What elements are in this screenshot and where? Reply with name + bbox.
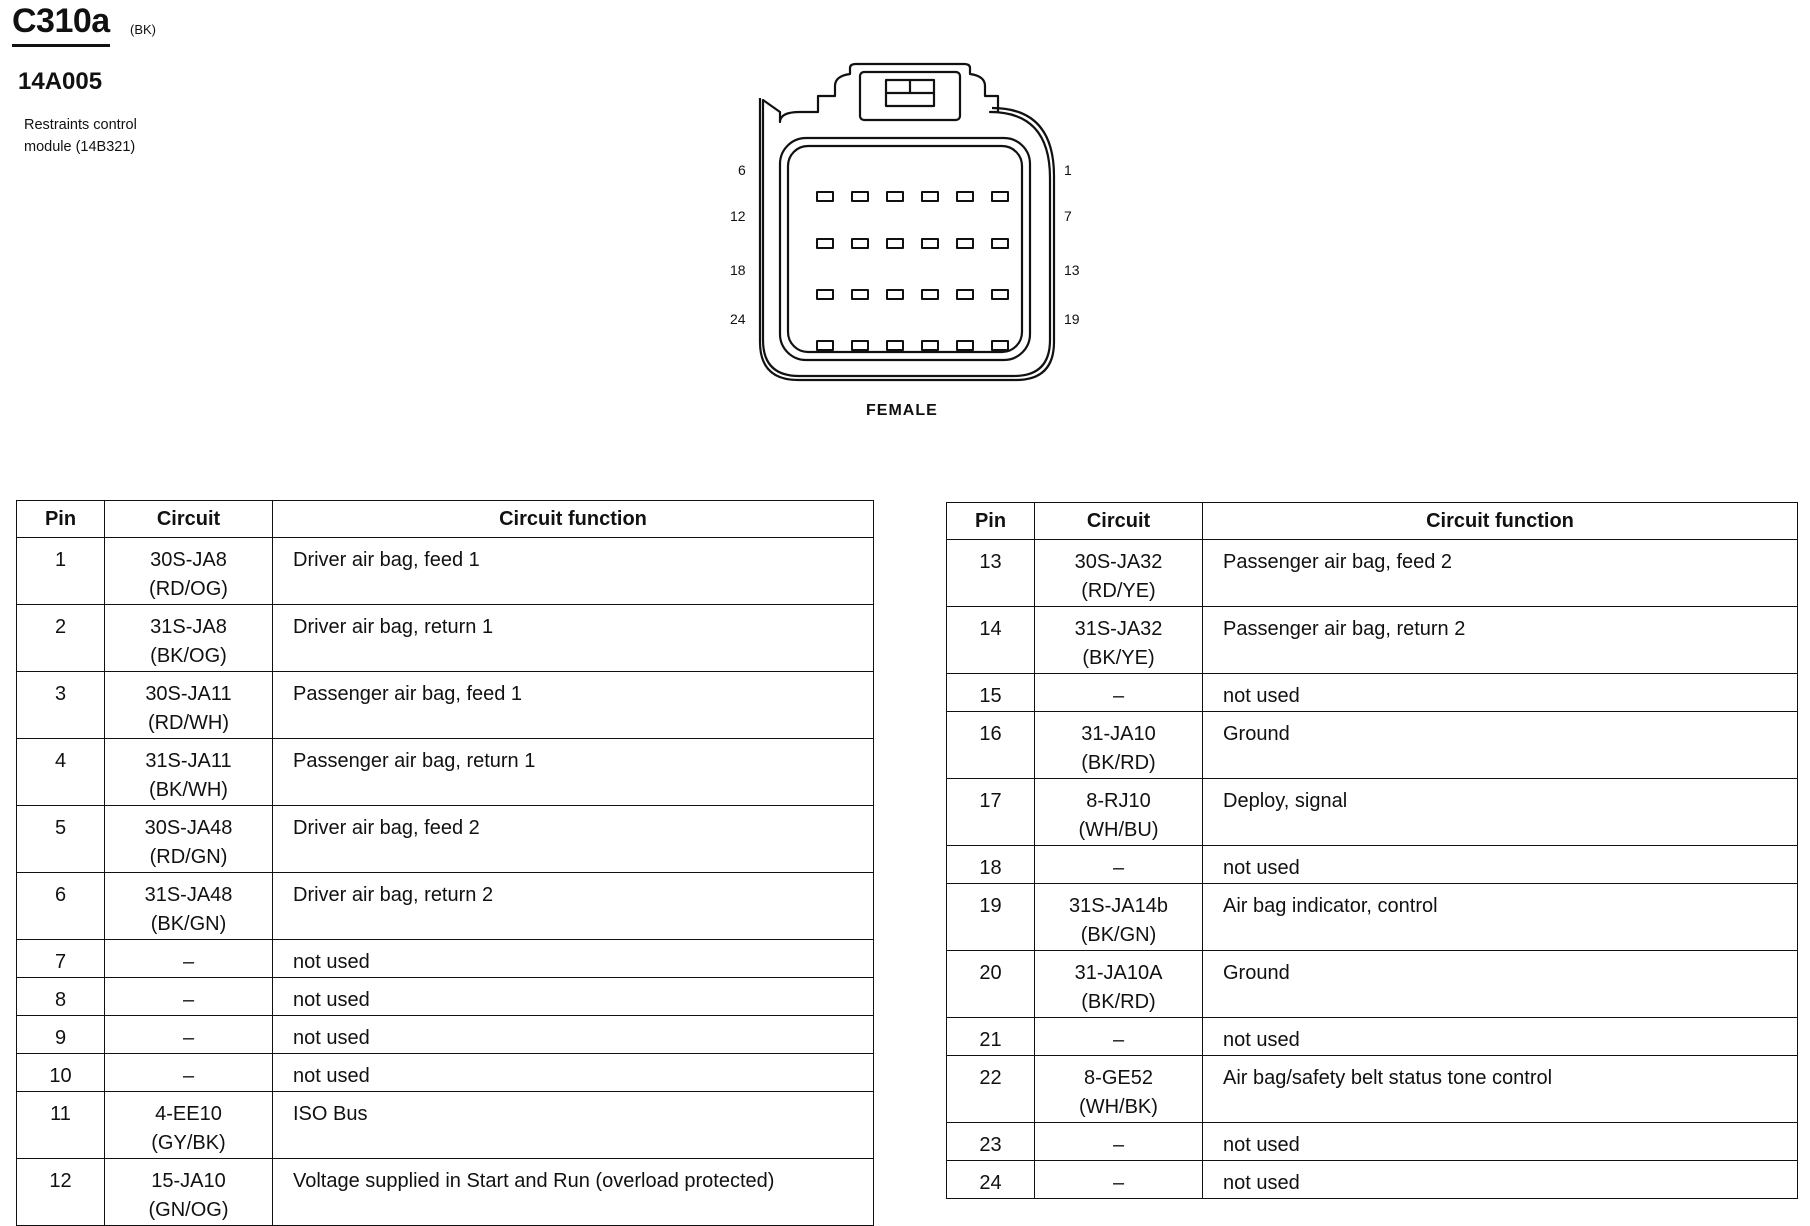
circuit-cell [1035,846,1203,884]
table-row [947,674,1798,712]
circuit-id: – [1112,685,1125,707]
circuit-function-cell: Passenger air bag, feed 1 [273,672,874,739]
circuit-cell [105,538,273,605]
wire-color: (BK/WH) [149,779,228,801]
pin-number-cell: 18 [947,846,1035,884]
pin-label-18: 18 [730,262,746,278]
circuit-id: 31S-JA8 [150,616,227,638]
table-row [17,739,874,806]
table-row [947,540,1798,607]
connector-shell-edge [760,98,1054,380]
circuit-id: – [182,1065,195,1087]
pin-cavity [922,341,938,350]
pin-cavity [992,341,1008,350]
wire-color: (GY/BK) [151,1132,226,1154]
circuit-function-cell: not used [1203,1161,1798,1199]
pin-number-cell: 16 [947,712,1035,779]
wire-color: (GN/OG) [148,1199,229,1221]
circuit-cell [105,806,273,873]
pin-cavity [887,290,903,299]
circuit-id: – [182,989,195,1011]
pin-number-cell: 17 [947,779,1035,846]
circuit-id: 31-JA10A [1074,962,1163,984]
circuit-id: 31S-JA48 [144,884,233,906]
circuit-function-cell: not used [1203,674,1798,712]
circuit-id: 30S-JA32 [1074,551,1163,573]
circuit-cell [105,605,273,672]
circuit-function-cell: Passenger air bag, return 2 [1203,607,1798,674]
circuit-id: 31-JA10 [1081,723,1156,745]
circuit-cell [105,739,273,806]
circuit-id: – [1112,1134,1125,1156]
table-row [947,1123,1798,1161]
connector-face-diagram [700,50,1140,430]
wire-color: (RD/YE) [1081,580,1156,602]
pin-number-cell: 15 [947,674,1035,712]
connector-color: (BK) [130,22,156,37]
table-row [947,1161,1798,1199]
circuit-cell [1035,1056,1203,1123]
wire-color: (RD/GN) [149,846,228,868]
table-row [947,607,1798,674]
table-row [947,779,1798,846]
pin-number-cell: 20 [947,951,1035,1018]
circuit-cell [1035,712,1203,779]
circuit-function-cell: not used [273,940,874,978]
pin-number-cell: 22 [947,1056,1035,1123]
header-pin: Pin [947,503,1035,540]
pin-label-13: 13 [1064,262,1080,278]
pin-cavity [992,192,1008,201]
circuit-cell [105,1016,273,1054]
circuit-cell [105,978,273,1016]
wire-color: (BK/GN) [1080,924,1157,946]
pin-cavity [957,239,973,248]
circuit-id: – [182,1027,195,1049]
table-row [17,605,874,672]
circuit-cell [1035,540,1203,607]
circuit-id: 31S-JA11 [145,750,232,772]
pin-cavity [992,290,1008,299]
table-row [17,672,874,739]
pin-number-cell: 24 [947,1161,1035,1199]
table-row [947,846,1798,884]
circuit-id: – [1112,857,1125,879]
pin-number-cell: 11 [17,1092,105,1159]
pin-number-cell: 4 [17,739,105,806]
circuit-cell [1035,951,1203,1018]
circuit-id: 31S-JA32 [1074,618,1163,640]
table-header-row [17,501,874,538]
pin-cavity [852,192,868,201]
connector-code: C310a [12,2,110,40]
circuit-function-cell: Ground [1203,951,1798,1018]
pinout-table-left [16,500,874,1226]
wire-color: (WH/BU) [1078,819,1159,841]
circuit-function-cell: not used [273,1016,874,1054]
pin-cavity [852,239,868,248]
pin-cavity [957,341,973,350]
table-row [17,1016,874,1054]
table-row [17,1054,874,1092]
circuit-id: 4-EE10 [155,1103,222,1125]
circuit-cell [1035,674,1203,712]
circuit-cell [1035,1123,1203,1161]
circuit-function-cell: Passenger air bag, return 1 [273,739,874,806]
header-pin: Pin [17,501,105,538]
pin-cavity [887,239,903,248]
pin-label-1: 1 [1064,162,1072,178]
wire-color: (BK/OG) [150,645,227,667]
pin-number-cell: 7 [17,940,105,978]
circuit-function-cell: Passenger air bag, feed 2 [1203,540,1798,607]
pin-number-cell: 21 [947,1018,1035,1056]
header-function: Circuit function [1203,503,1798,540]
circuit-id: 31S-JA14b [1069,895,1168,917]
circuit-cell [105,873,273,940]
circuit-function-cell: not used [273,1054,874,1092]
circuit-function-cell: not used [273,978,874,1016]
module-description: Restraints control module (14B321) [24,117,137,155]
table-row [17,538,874,605]
circuit-cell [105,1159,273,1226]
table-row [947,884,1798,951]
table-row [17,1159,874,1226]
circuit-function-cell: Driver air bag, return 2 [273,873,874,940]
circuit-id: 15-JA10 [151,1170,226,1192]
circuit-function-cell: ISO Bus [273,1092,874,1159]
wire-color: (BK/RD) [1081,991,1156,1013]
circuit-id: 30S-JA8 [150,549,227,571]
wire-color: (WH/BK) [1079,1096,1158,1118]
circuit-function-cell: Deploy, signal [1203,779,1798,846]
circuit-id: 8-RJ10 [1086,790,1151,812]
pin-number-cell: 19 [947,884,1035,951]
pin-cavity [887,341,903,350]
pin-cavity [852,290,868,299]
pin-number-cell: 13 [947,540,1035,607]
circuit-cell [1035,1161,1203,1199]
table-row [17,1092,874,1159]
table-header-row [947,503,1798,540]
circuit-cell [1035,884,1203,951]
pin-label-12: 12 [730,208,746,224]
pin-number-cell: 2 [17,605,105,672]
connector-gender-label: FEMALE [866,402,938,419]
circuit-function-cell: Ground [1203,712,1798,779]
pin-label-24: 24 [730,311,746,327]
circuit-cell [105,940,273,978]
pin-cavity [922,192,938,201]
pin-label-6: 6 [738,162,746,178]
pin-cavity [817,239,833,248]
circuit-function-cell: Driver air bag, feed 2 [273,806,874,873]
pin-cavity [852,341,868,350]
circuit-id: – [182,951,195,973]
wire-color: (BK/RD) [1081,752,1156,774]
connector-outer-shell [763,64,1050,376]
table-row [947,712,1798,779]
table-row [947,951,1798,1018]
pin-number-cell: 12 [17,1159,105,1226]
circuit-function-cell: not used [1203,1018,1798,1056]
pin-label-7: 7 [1064,208,1072,224]
pin-number-cell: 9 [17,1016,105,1054]
pin-cavity [817,290,833,299]
circuit-cell [1035,607,1203,674]
table-row [17,806,874,873]
pinout-table-right [946,502,1798,1199]
pin-cavity [817,192,833,201]
header-circuit: Circuit [1035,503,1203,540]
wire-color: (RD/WH) [147,712,230,734]
circuit-cell [105,672,273,739]
pin-number-cell: 14 [947,607,1035,674]
circuit-function-cell: Air bag indicator, control [1203,884,1798,951]
pin-cavity [957,290,973,299]
circuit-function-cell: Voltage supplied in Start and Run (overload protected) [273,1159,874,1226]
circuit-id: 30S-JA48 [144,817,233,839]
pin-cavity [922,239,938,248]
pin-number-cell: 5 [17,806,105,873]
table-row [17,873,874,940]
pin-cavity [817,341,833,350]
pin-number-cell: 3 [17,672,105,739]
circuit-function-cell: Driver air bag, return 1 [273,605,874,672]
circuit-function-cell: Driver air bag, feed 1 [273,538,874,605]
circuit-id: – [1112,1172,1125,1194]
table-row [17,940,874,978]
header-circuit: Circuit [105,501,273,538]
pin-cavity [887,192,903,201]
circuit-id: 8-GE52 [1084,1067,1153,1089]
wire-color: (BK/GN) [150,913,227,935]
pin-cavity [922,290,938,299]
circuit-cell [1035,779,1203,846]
table-row [947,1056,1798,1123]
circuit-cell [105,1092,273,1159]
pin-cavities [817,192,1008,350]
circuit-id: 30S-JA11 [145,683,232,705]
circuit-cell [105,1054,273,1092]
wire-color: (RD/OG) [149,578,228,600]
part-number: 14A005 [18,68,103,95]
connector-code-underline [12,44,110,47]
circuit-id: – [1112,1029,1125,1051]
table-row [947,1018,1798,1056]
pin-cavity [992,239,1008,248]
header-function: Circuit function [273,501,874,538]
circuit-function-cell: Air bag/safety belt status tone control [1203,1056,1798,1123]
table-row [17,978,874,1016]
circuit-function-cell: not used [1203,846,1798,884]
pin-number-cell: 10 [17,1054,105,1092]
circuit-function-cell: not used [1203,1123,1798,1161]
circuit-cell [1035,1018,1203,1056]
wire-color: (BK/YE) [1082,647,1155,669]
pin-number-cell: 23 [947,1123,1035,1161]
pin-cavity [957,192,973,201]
pin-number-cell: 6 [17,873,105,940]
pin-number-cell: 1 [17,538,105,605]
pin-number-cell: 8 [17,978,105,1016]
pin-label-19: 19 [1064,311,1080,327]
